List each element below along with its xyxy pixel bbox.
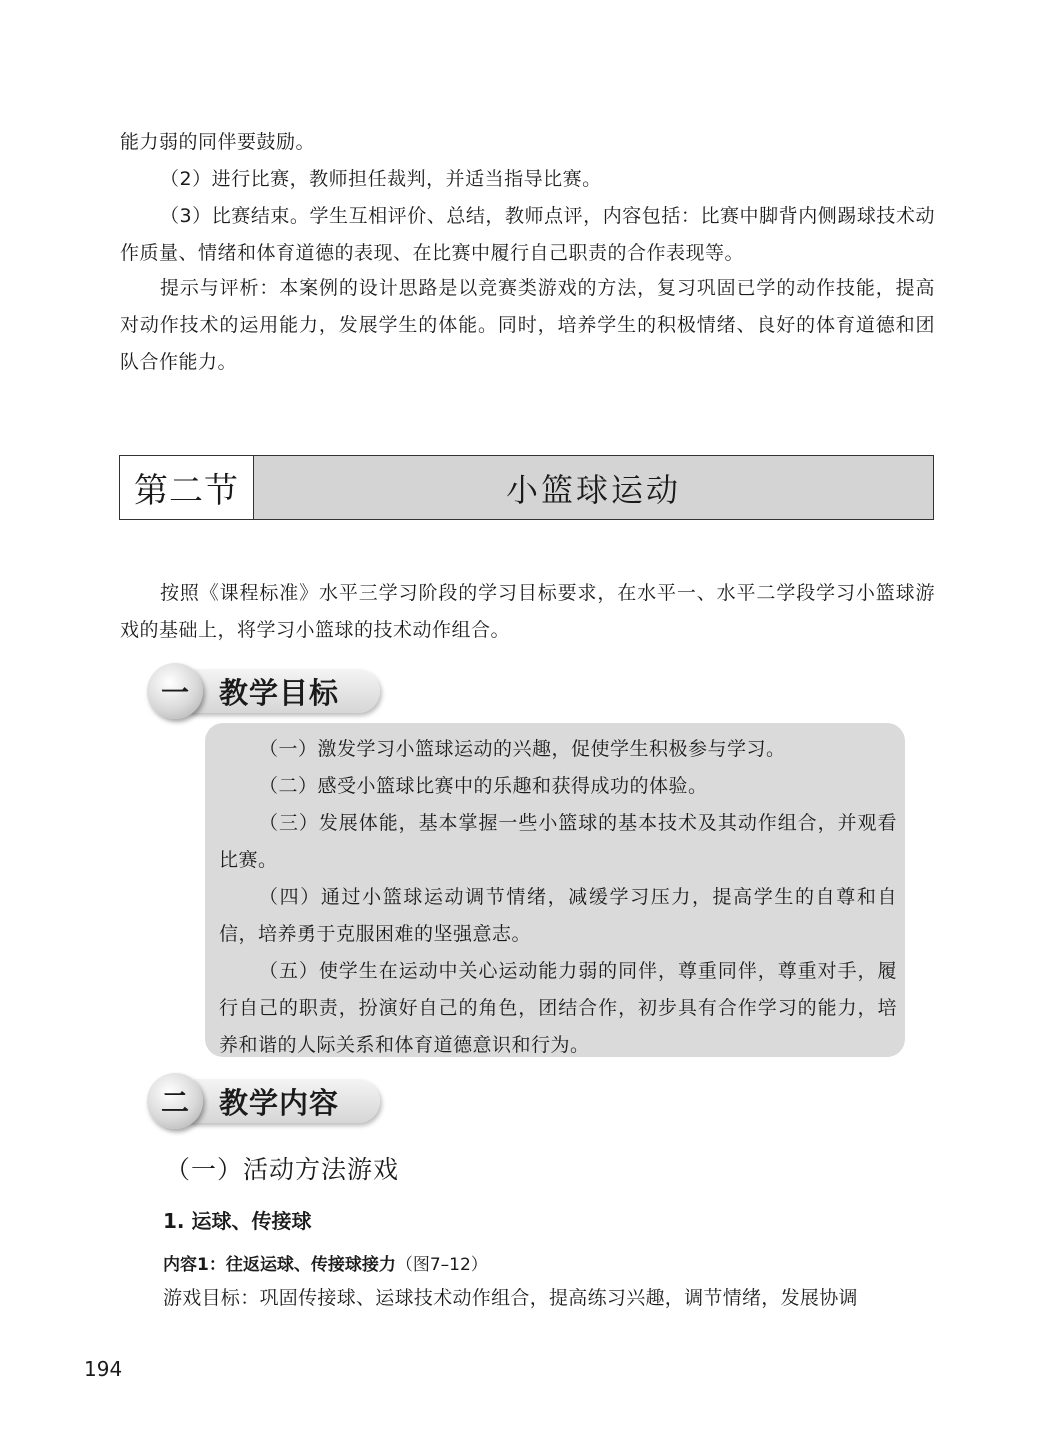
item-title: 1. 运球、传接球 bbox=[163, 1209, 312, 1233]
paragraph: （3）比赛结束。学生互相评价、总结，教师点评，内容包括：比赛中脚背内侧踢球技术动作质量、情绪和体育道德的表现、在比赛中履行自己职责的合作表现等。 bbox=[120, 205, 935, 264]
paragraph: 提示与评析：本案例的设计思路是以竞赛类游戏的方法，复习巩固已学的动作技能，提高对动作技术的运用能力，发展学生的体能。同时，培养学生的积极情绪、良好的体育道德和团队合作能力。 bbox=[120, 277, 935, 373]
goal-item: （四）通过小篮球运动调节情绪，减缓学习压力，提高学生的自尊和自信，培养勇于克服困难的坚强意志。 bbox=[219, 886, 897, 945]
subsection-title: （一）活动方法游戏 bbox=[165, 1155, 400, 1184]
content-label: 内容1：往返运球、传接球接力 bbox=[163, 1255, 396, 1275]
paragraph: 能力弱的同伴要鼓励。 bbox=[120, 131, 316, 153]
section-title: 小篮球运动 bbox=[254, 456, 933, 519]
heading-number-badge: 一 bbox=[147, 663, 203, 719]
heading-number-badge: 二 bbox=[147, 1073, 203, 1129]
content-title bbox=[163, 1250, 488, 1275]
heading-teaching-content bbox=[147, 1073, 339, 1129]
heading-label: 教学内容 bbox=[219, 1085, 340, 1120]
section-number: 第二节 bbox=[120, 456, 254, 519]
figure-ref: （图7–12） bbox=[395, 1255, 488, 1275]
paragraph: （2）进行比赛，教师担任裁判，并适当指导比赛。 bbox=[160, 168, 602, 190]
goal-item: （一）激发学习小篮球运动的兴趣，促使学生积极参与学习。 bbox=[259, 738, 786, 760]
section-intro: 按照《课程标准》水平三学习阶段的学习目标要求，在水平一、水平二学段学习小篮球游戏的基础上，将学习小篮球的技术动作组合。 bbox=[120, 582, 935, 641]
goals-box bbox=[205, 723, 905, 1057]
goal-item: （五）使学生在运动中关心运动能力弱的同伴，尊重同伴，尊重对手，履行自己的职责，扮演好自己的角色，团结合作，初步具有合作学习的能力，培养和谐的人际关系和体育道德意识和行为。 bbox=[219, 960, 897, 1056]
heading-teaching-goals bbox=[147, 663, 339, 719]
paragraph: 游戏目标：巩固传接球、运球技术动作组合，提高练习兴趣，调节情绪，发展协调 bbox=[163, 1287, 858, 1309]
goal-item: （三）发展体能，基本掌握一些小篮球的基本技术及其动作组合，并观看比赛。 bbox=[219, 812, 897, 871]
heading-label: 教学目标 bbox=[219, 675, 340, 710]
page-number: 194 bbox=[84, 1357, 123, 1381]
section-header bbox=[119, 455, 934, 520]
goal-item: （二）感受小篮球比赛中的乐趣和获得成功的体验。 bbox=[259, 775, 708, 797]
